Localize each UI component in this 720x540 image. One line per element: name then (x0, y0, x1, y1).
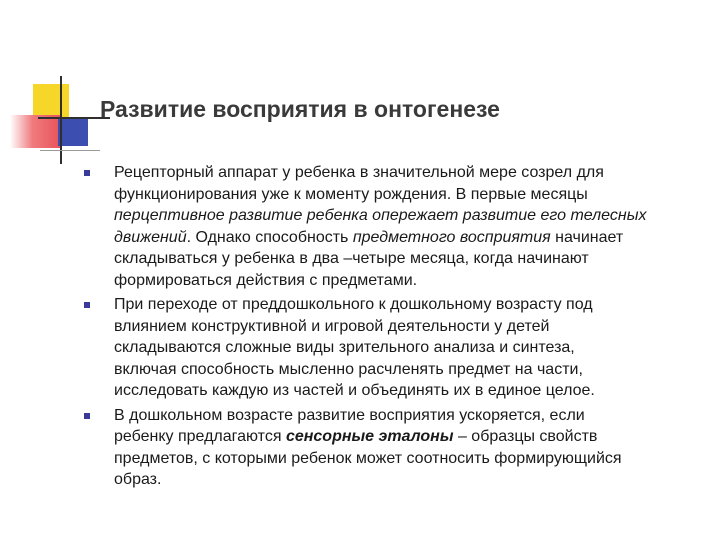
bullet-text-line (114, 205, 694, 227)
text-segment: перцептивное развитие ребенка опережает развитие его телесных (114, 207, 647, 224)
text-segment: Рецепторный аппарат у ребенка в значительной мере созрел для (114, 164, 604, 181)
text-segment: исследовать каждую из частей и объединять их в единое целое. (114, 382, 595, 399)
bullet-text-line (114, 337, 694, 359)
bullet-text-line (114, 270, 694, 292)
bullet-list (84, 162, 694, 494)
bullet-text-line (114, 469, 694, 491)
decor-blue-square (58, 118, 88, 146)
bullet-text-line (114, 405, 694, 427)
decor-horizontal-line-thin (40, 150, 100, 151)
text-segment: При переходе от преддошкольного к дошкольному возрасту под (114, 296, 593, 313)
text-segment: В дошкольном возрасте развитие восприятия ускоряется, если (114, 406, 585, 424)
text-segment: сенсорные эталоны (285, 428, 454, 445)
bullet-square-icon (84, 170, 90, 176)
decor-red-gradient-bar (10, 115, 60, 148)
bullet-square-icon (84, 413, 90, 419)
text-segment: функционирования уже к моменту рождения. В первые месяцы (114, 185, 588, 203)
bullet-text-line (114, 316, 694, 338)
bullet-text-line (114, 294, 694, 316)
bullet-text-line (114, 448, 694, 470)
bullet-text-line (114, 184, 694, 206)
bullet-text-line (114, 162, 694, 184)
bullet-text-line (114, 248, 694, 270)
text-segment: предметного восприятия (352, 228, 551, 246)
bullet-item (84, 294, 694, 402)
text-segment: предметов, с которыми ребенок может соотносить формирующийся (114, 449, 622, 467)
bullet-item (84, 405, 694, 491)
text-segment: влиянием конструктивной и игровой деятельности у детей (114, 317, 550, 335)
text-segment: включая способность мысленно расчленять предмет на части, (114, 360, 583, 378)
slide-title: Развитие восприятия в онтогенезе (100, 96, 500, 122)
text-segment: движений (114, 228, 187, 246)
bullet-text-line (114, 359, 694, 381)
bullet-square-icon (84, 302, 90, 308)
bullet-item (84, 162, 694, 291)
bullet-text-line (114, 380, 694, 402)
text-segment: начинает (550, 228, 624, 246)
text-segment: складываются сложные виды зрительного анализа и синтеза, (114, 339, 575, 356)
text-segment: складываться у ребенка в два –четыре месяца, когда начинают (114, 250, 589, 267)
text-segment: – образцы свойств (453, 428, 598, 445)
text-segment: образ. (114, 471, 162, 488)
text-segment: ребенку предлагаются (114, 428, 286, 445)
bullet-text-line (114, 227, 694, 249)
bullet-text-line (114, 426, 694, 448)
text-segment: формироваться действия с предметами. (114, 271, 418, 289)
text-segment: . Однако способность (186, 228, 353, 246)
